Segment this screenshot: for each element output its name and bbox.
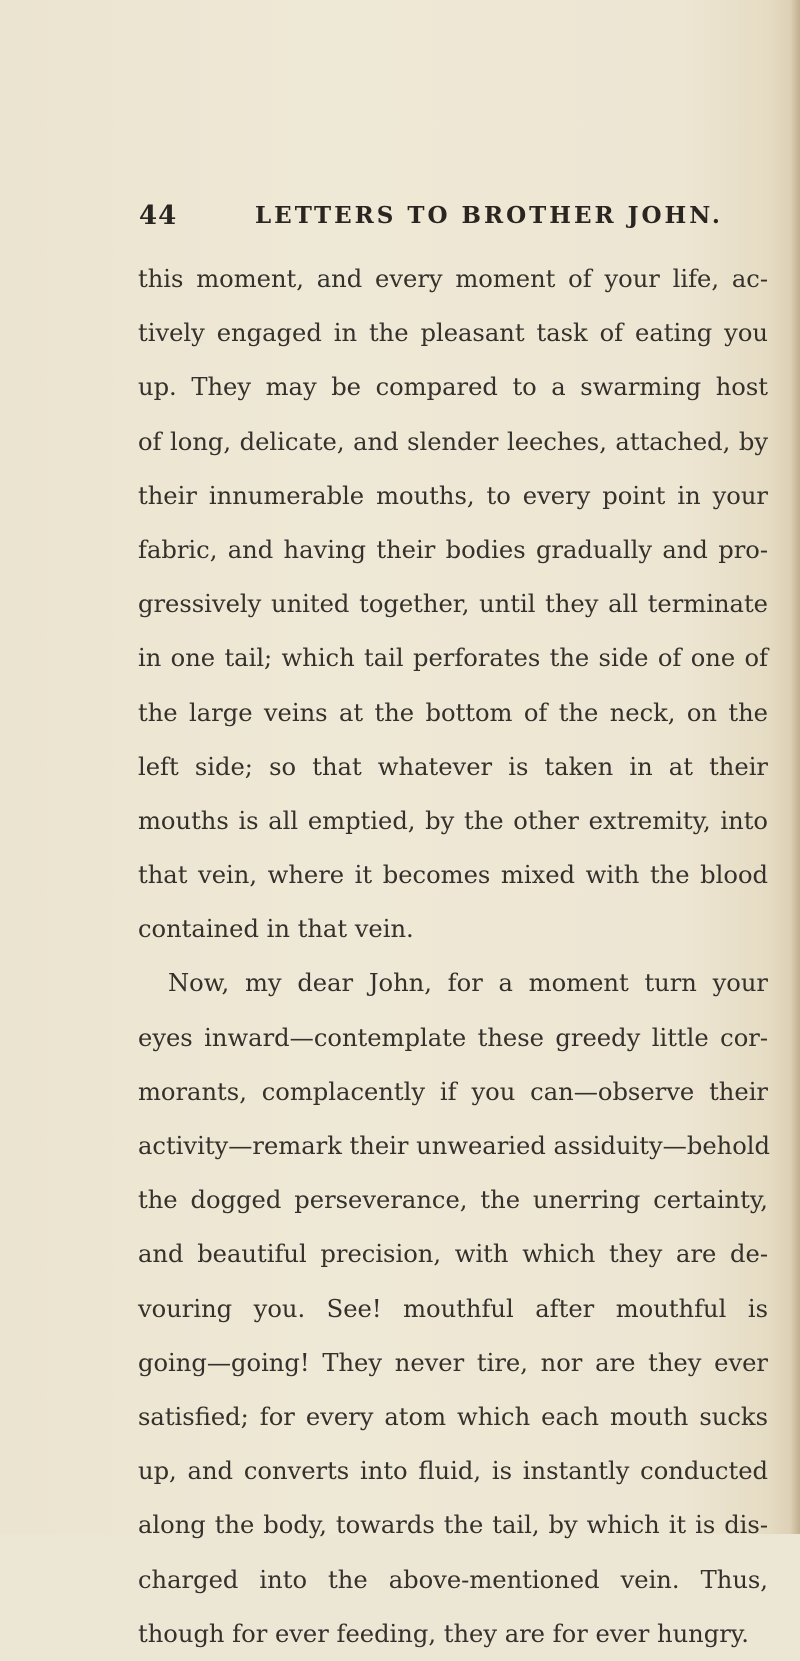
text-line: fabric, and having their bodies gradually and pro- [138, 535, 768, 564]
text-line: this moment, and every moment of your life, ac- [138, 265, 768, 293]
text-line: mouths is all emptied, by the other extremity, into [138, 806, 768, 835]
page-number: 44 [139, 201, 178, 231]
text-line: satisfied; for every atom which each mouth sucks [138, 1402, 768, 1431]
text-line: up, and converts into fluid, is instantly conducted [138, 1457, 768, 1486]
text-line: along the body, towards the tail, by which it is dis- [138, 1511, 768, 1540]
text-line: and beautiful precision, with which they are de- [138, 1240, 768, 1269]
paragraph-end-line: contained in that vein. [138, 915, 414, 944]
body-text [138, 252, 771, 1661]
text-line: their innumerable mouths, to every point in your [138, 481, 768, 510]
text-line: eyes inward—contemplate these greedy little cor- [138, 1023, 768, 1052]
text-line: that vein, where it becomes mixed with the blood [138, 861, 768, 890]
text-line: though for ever feeding, they are for ever hungry. [138, 1619, 749, 1648]
text-line: tively engaged in the pleasant task of eating you [138, 319, 768, 348]
page-header [139, 201, 759, 241]
text-line: morants, complacently if you can—observe their [138, 1077, 768, 1106]
page-edge-shadow [790, 0, 800, 1534]
text-line: up. They may be compared to a swarming host [138, 373, 768, 402]
paragraph-start-line: Now, my dear John, for a moment turn your [168, 969, 768, 998]
text-line: going—going! They never tire, nor are they ever [138, 1348, 768, 1377]
text-line: of long, delicate, and slender leeches, attached, by [138, 427, 768, 456]
text-line: gressively united together, until they all terminate [138, 590, 768, 619]
text-line: left side; so that whatever is taken in at their [138, 752, 768, 781]
text-line: charged into the above-mentioned vein. Thus, [138, 1565, 768, 1594]
text-line: vouring you. See! mouthful after mouthful is [138, 1294, 768, 1323]
text-line: the large veins at the bottom of the neck, on the [138, 698, 768, 727]
running-title: LETTERS TO BROTHER JOHN. [255, 202, 723, 229]
text-line: activity—remark their unwearied assiduity—behold [138, 1132, 771, 1160]
text-line: in one tail; which tail perforates the side of one of [138, 644, 768, 673]
text-line: the dogged perseverance, the unerring certainty, [138, 1186, 768, 1215]
